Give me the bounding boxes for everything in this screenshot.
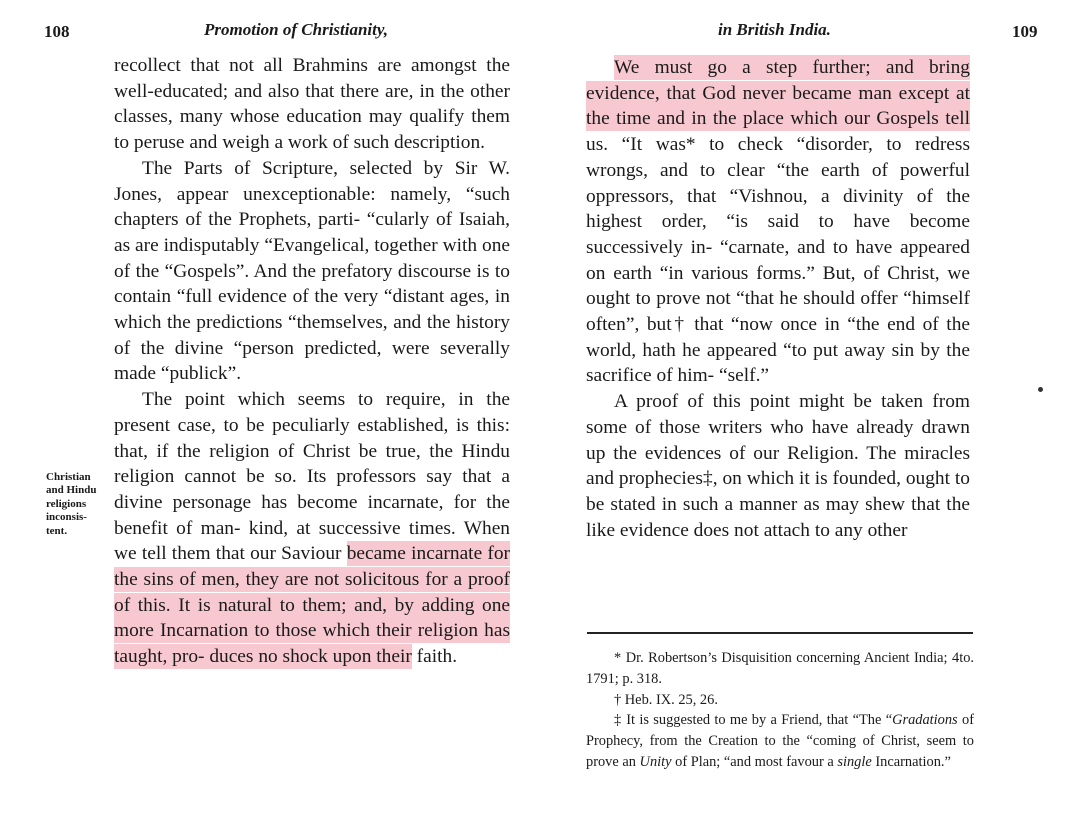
highlighted-passage: We must go a step further; and bring evidence, that God never became man except at the time and in the place which our Gospels tell (586, 57, 970, 130)
running-head-right: in British India. (718, 20, 831, 39)
page-number-right: 109 (1012, 22, 1038, 41)
highlighted-passage: became incarnate for the sins of men, they are not solicitous for a proof of this. It is natural to them; and, by adding one more Incarnation to those which their religion has taught, pro- duces no shock upon their (114, 543, 510, 668)
text-run: Incarnation.” (871, 753, 951, 770)
text-run: us. “It was* to check “disorder, to redress wrongs, and to clear “the earth of powerful oppressors, that “Vishnou, a divinity of the highest order, “is said to have become successively in- “carnate, and to have appeared on earth “in various forms.” But, of Christ, we ought to prove not “that he should offer “himself often”, but† that “now once in “the end of the world, hath he appeared “to put away sin by the sacrifice of him- “self.” (586, 134, 970, 387)
paragraph: recollect that not all Brahmins are amongst the well-educated; and also that there are, in the other classes, many whose education may qualify them to peruse and weigh a work of such description. (114, 55, 510, 154)
marginal-note-line: religions (46, 497, 87, 510)
page-number-left: 108 (44, 22, 70, 41)
print-speck (1038, 387, 1043, 392)
footnote (586, 710, 974, 772)
text-run: ‡ It is suggested to me by a Friend, that “The “ (614, 712, 893, 729)
text-run: The point which seems to require, in the present case, to be peculiarly established, is this: that, if the religion of Christ be true, the Hindu religion cannot be so. Its professors say that a divine personage has become incarnate, for the benefit of man- kind, at successive times. When we tell them that our Saviour (114, 389, 510, 565)
marginal-note-line: Christian (46, 471, 91, 483)
right-page (540, 0, 1084, 824)
italic-run: single (837, 753, 872, 770)
text-run: of Prophecy, from the Creation to the “coming of Christ, seem to prove an (586, 712, 974, 770)
marginal-note-line: tent. (46, 524, 68, 537)
marginal-note-line: inconsis- (46, 511, 87, 524)
footnote: * Dr. Robertson’s Disquisition concerning Ancient India; 4to. 1791; p. 318. (586, 650, 974, 687)
right-body-text (586, 55, 970, 543)
text-run: faith. (411, 646, 458, 668)
running-head-left: Promotion of Christianity, (204, 20, 389, 39)
marginal-note-line: and Hindu (46, 484, 97, 497)
paragraph: A proof of this point might be taken from some of those writers who have already drawn up the evidences of our Religion. The miracles and prophecies‡, on which it is founded, ought to be stated in such a manner as may shew that the like evidence does not attach to any other (586, 391, 970, 541)
footnote-rule (587, 632, 973, 634)
left-page (0, 0, 540, 824)
paragraph (114, 387, 510, 670)
italic-run: Unity (639, 753, 672, 770)
footnotes (586, 648, 974, 773)
footnote: † Heb. IX. 25, 26. (614, 691, 718, 708)
paragraph: The Parts of Scripture, selected by Sir W. Jones, appear unexceptionable: namely, “such chapters of the Prophets, parti- “cularly of Isaiah, as are indisputably “Evangelical, together with one of the “Gospels”. And the prefatory discourse is to contain “full evidence of the very “distant ages, in which the predictions “themselves, and the history of the divine “person predicted, were severally made “publick”. (114, 157, 510, 385)
italic-run: Gradations (892, 712, 958, 729)
left-body-text (114, 53, 510, 670)
paragraph (586, 55, 970, 389)
text-run: of Plan; “and most favour a (671, 753, 838, 770)
marginal-note (46, 471, 110, 538)
